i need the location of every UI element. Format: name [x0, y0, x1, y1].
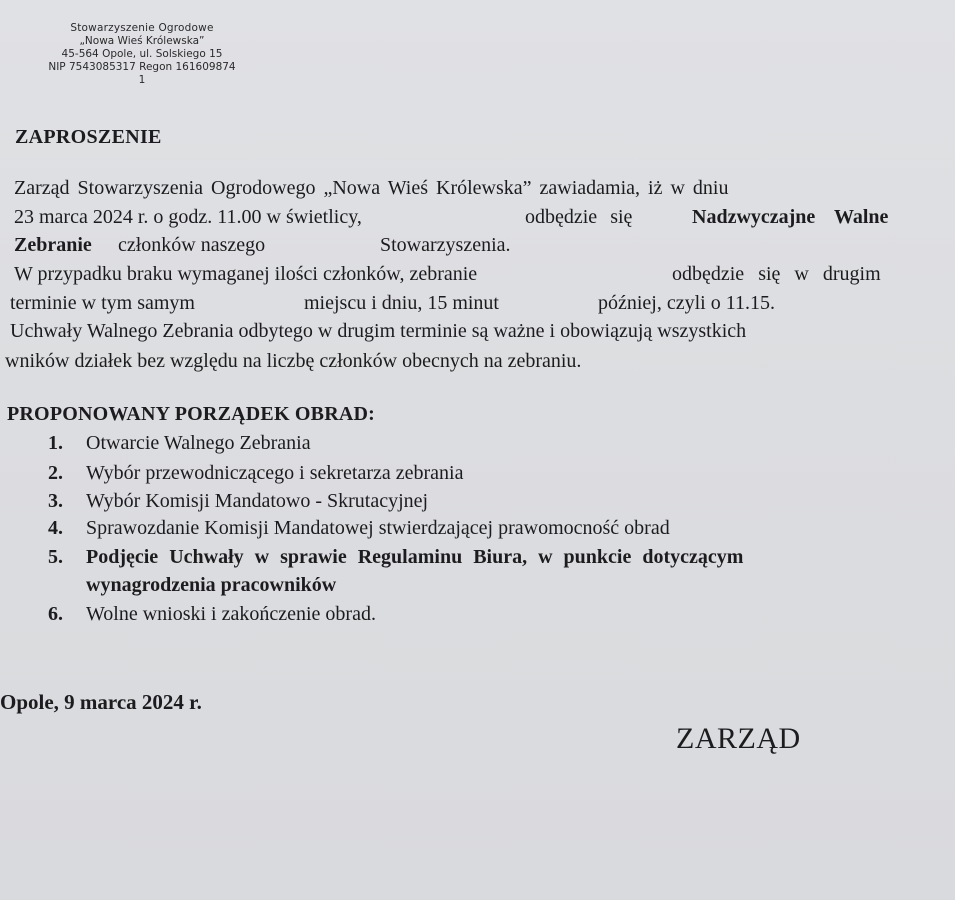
body-line-7: wników działek bez względu na liczbę członków obecnych na zebraniu. [5, 350, 582, 372]
agenda-item-number: 2. [48, 462, 63, 484]
header-org-subtitle: „Nowa Wieś Królewska” [79, 35, 205, 47]
agenda-item [48, 432, 311, 455]
body-line-4b: odbędzie się w drugim [672, 263, 881, 285]
body-line-4a: W przypadku braku wymaganej ilości członków, zebranie [14, 263, 478, 285]
agenda-item [48, 546, 743, 569]
agenda-item-number: 1. [48, 432, 63, 454]
body-line-1: Zarząd Stowarzyszenia Ogrodowego „Nowa Wieś Królewska” zawiadamia, iż w dniu [14, 177, 729, 199]
agenda-item-text: Podjęcie Uchwały w sprawie Regulaminu Biura, w punkcie dotyczącym [86, 546, 744, 568]
agenda-item [48, 603, 376, 626]
header-org-name: Stowarzyszenie Ogrodowe [70, 22, 214, 34]
body-line-2a: 23 marca 2024 r. o godz. 11.00 w świetlicy, [14, 206, 362, 228]
place-and-date: Opole, 9 marca 2024 r. [0, 690, 202, 714]
agenda-item-number: 6. [48, 603, 63, 625]
body-line-6: Uchwały Walnego Zebrania odbytego w drugim terminie są ważne i obowiązują wszystkich [10, 320, 747, 342]
agenda-item-number: 3. [48, 490, 63, 512]
body-line-5c: później, czyli o 11.15. [598, 292, 775, 314]
body-line-3c: Stowarzyszenia. [380, 234, 511, 256]
document-title: ZAPROSZENIE [15, 126, 162, 148]
agenda-item-number: 4. [48, 517, 63, 539]
agenda-item-text: Wolne wnioski i zakończenie obrad. [86, 603, 376, 625]
body-line-5b: miejscu i dniu, 15 minut [304, 292, 499, 314]
agenda-item-text: Wybór przewodniczącego i sekretarza zebrania [86, 462, 464, 484]
agenda-item-text: Wybór Komisji Mandatowo - Skrutacyjnej [86, 490, 429, 512]
body-line-2b: odbędzie się [525, 206, 633, 228]
agenda-item-continuation: wynagrodzenia pracowników [86, 574, 337, 596]
agenda-item-text: Otwarcie Walnego Zebrania [86, 432, 311, 454]
agenda-heading: PROPONOWANY PORZĄDEK OBRAD: [7, 403, 375, 425]
agenda-item [48, 517, 670, 540]
board-signature-label: ZARZĄD [676, 722, 801, 755]
agenda-item-text: Sprawozdanie Komisji Mandatowej stwierdzającej prawomocność obrad [86, 517, 670, 539]
header-tax-ids: NIP 7543085317 Regon 161609874 [48, 61, 236, 73]
agenda-item-number: 5. [48, 546, 63, 568]
body-line-2c: Nadzwyczajne Walne [692, 206, 889, 228]
organization-header [22, 22, 262, 87]
header-address: 45-564 Opole, ul. Solskiego 15 [61, 48, 223, 60]
agenda-item [48, 490, 428, 513]
header-page-number: 1 [138, 74, 146, 86]
body-line-3b: członków naszego [118, 234, 266, 256]
body-line-5a: terminie w tym samym [10, 292, 195, 314]
body-line-3a: Zebranie [14, 234, 92, 256]
agenda-item [48, 462, 463, 485]
